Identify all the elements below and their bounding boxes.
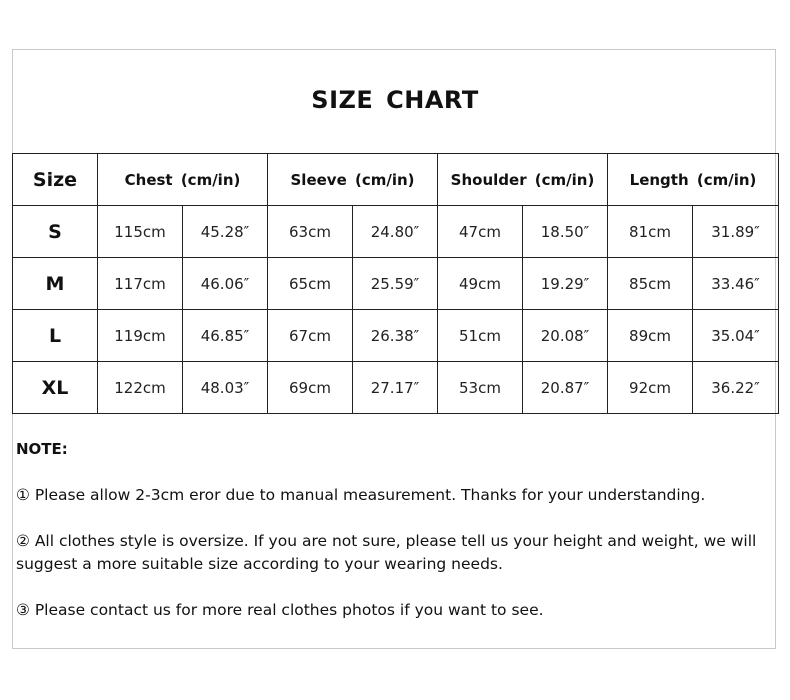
table-row bbox=[13, 206, 779, 258]
size-label: L bbox=[13, 310, 98, 362]
chest-in-cell: 46.85″ bbox=[183, 310, 268, 362]
length-in-cell: 36.22″ bbox=[693, 362, 779, 414]
shoulder-in-cell: 19.29″ bbox=[523, 258, 608, 310]
size-label: M bbox=[13, 258, 98, 310]
sleeve-cm-cell: 67cm bbox=[268, 310, 353, 362]
size-label: XL bbox=[13, 362, 98, 414]
sleeve-in-cell: 26.38″ bbox=[353, 310, 438, 362]
sleeve-in-cell: 27.17″ bbox=[353, 362, 438, 414]
length-cm-cell: 92cm bbox=[608, 362, 693, 414]
shoulder-cm-cell: 47cm bbox=[438, 206, 523, 258]
sleeve-column-header: Sleeve (cm/in) bbox=[268, 154, 438, 206]
chest-column-header: Chest (cm/in) bbox=[98, 154, 268, 206]
shoulder-in-cell: 20.08″ bbox=[523, 310, 608, 362]
length-column-header: Length (cm/in) bbox=[608, 154, 779, 206]
sleeve-cm-cell: 69cm bbox=[268, 362, 353, 414]
length-in-cell: 33.46″ bbox=[693, 258, 779, 310]
sleeve-cm-cell: 65cm bbox=[268, 258, 353, 310]
shoulder-column-header: Shoulder (cm/in) bbox=[438, 154, 608, 206]
note-item-3: ③ Please contact us for more real clothes photos if you want to see. bbox=[16, 601, 544, 619]
notes-title: NOTE: bbox=[16, 440, 68, 458]
size-label: S bbox=[13, 206, 98, 258]
table-row bbox=[13, 362, 779, 414]
shoulder-in-cell: 20.87″ bbox=[523, 362, 608, 414]
length-cm-cell: 81cm bbox=[608, 206, 693, 258]
shoulder-in-cell: 18.50″ bbox=[523, 206, 608, 258]
chest-cm-cell: 119cm bbox=[98, 310, 183, 362]
size-table bbox=[12, 153, 779, 414]
table-row bbox=[13, 310, 779, 362]
shoulder-cm-cell: 51cm bbox=[438, 310, 523, 362]
sleeve-in-cell: 24.80″ bbox=[353, 206, 438, 258]
chest-cm-cell: 117cm bbox=[98, 258, 183, 310]
sleeve-cm-cell: 63cm bbox=[268, 206, 353, 258]
sleeve-in-cell: 25.59″ bbox=[353, 258, 438, 310]
length-in-cell: 35.04″ bbox=[693, 310, 779, 362]
note-item-1: ① Please allow 2-3cm eror due to manual measurement. Thanks for your understanding. bbox=[16, 486, 706, 504]
length-cm-cell: 85cm bbox=[608, 258, 693, 310]
shoulder-cm-cell: 53cm bbox=[438, 362, 523, 414]
page-title: SIZE CHART bbox=[311, 86, 479, 114]
length-in-cell: 31.89″ bbox=[693, 206, 779, 258]
table-header-row bbox=[13, 154, 779, 206]
chest-cm-cell: 122cm bbox=[98, 362, 183, 414]
chest-cm-cell: 115cm bbox=[98, 206, 183, 258]
chest-in-cell: 45.28″ bbox=[183, 206, 268, 258]
table-row bbox=[13, 258, 779, 310]
shoulder-cm-cell: 49cm bbox=[438, 258, 523, 310]
note-item-2: ② All clothes style is oversize. If you are not sure, please tell us your height and weight, we will suggest a more suitable size according to your wearing needs. bbox=[16, 532, 757, 573]
size-column-header: Size bbox=[13, 154, 98, 206]
chest-in-cell: 46.06″ bbox=[183, 258, 268, 310]
notes-section bbox=[16, 438, 776, 645]
chest-in-cell: 48.03″ bbox=[183, 362, 268, 414]
length-cm-cell: 89cm bbox=[608, 310, 693, 362]
